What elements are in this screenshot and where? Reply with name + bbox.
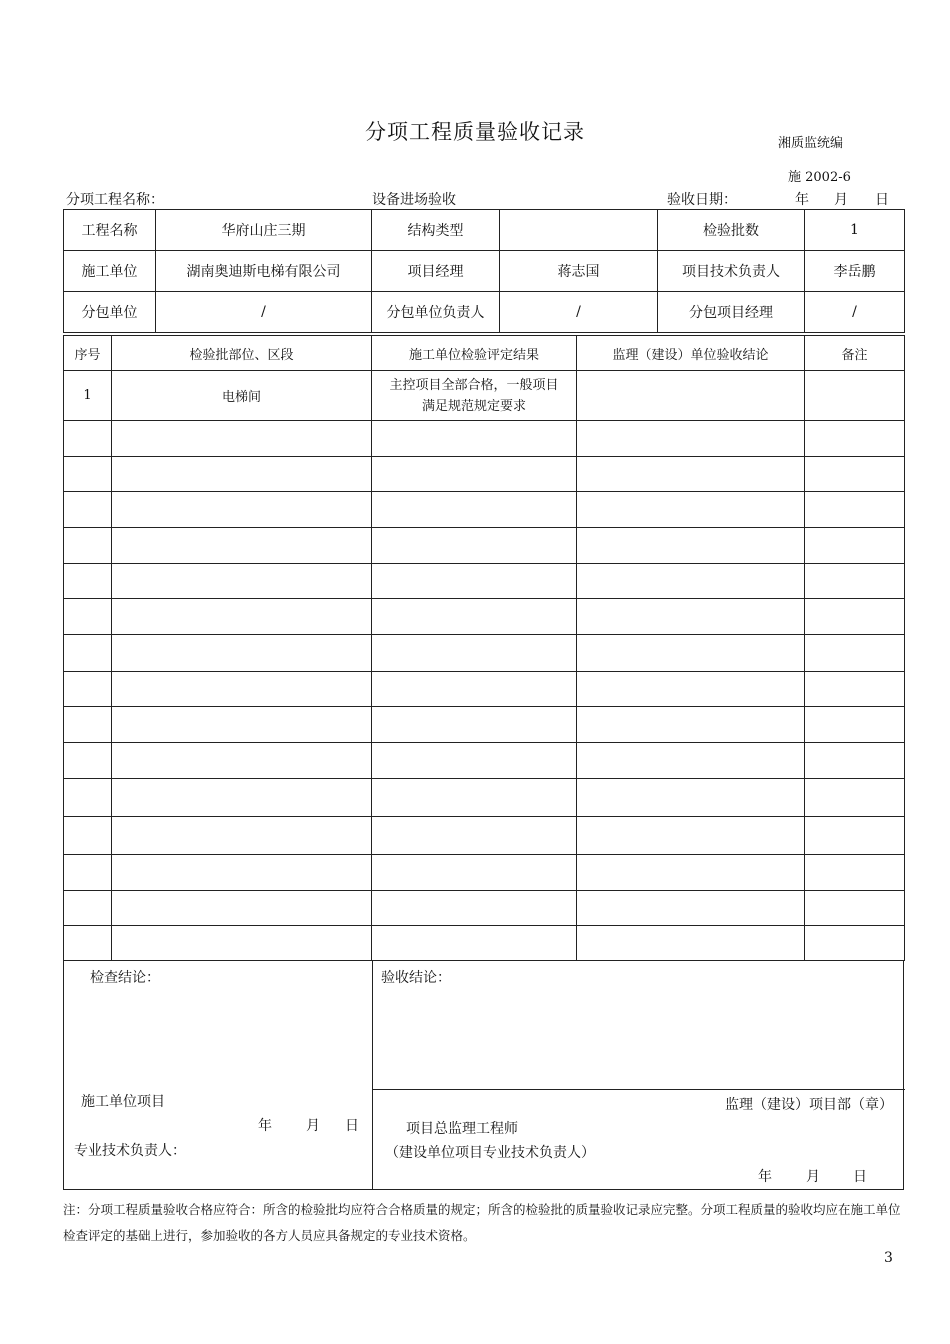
table-row: [64, 891, 905, 926]
footnote: 注：分项工程质量验收合格应符合：所含的检验批均应符合合格质量的规定；所含的检验批的质量验收记录应完整。分项工程质量的验收均应在施工单位检查评定的基础上进行，参加验收的各方人员应具备规定的专业技术资格。: [63, 1202, 901, 1243]
row-remark: [805, 457, 905, 492]
row-remark: [805, 855, 905, 891]
row-location: [112, 743, 372, 779]
tech-lead-value: 李岳鹏: [805, 251, 905, 292]
row-result: [372, 528, 577, 564]
row-no: [64, 564, 112, 599]
row-location: [112, 926, 372, 961]
table-row: [64, 743, 905, 779]
table-row: [64, 528, 905, 564]
row-remark: [805, 528, 905, 564]
subcontractor-lead-value: /: [500, 292, 658, 333]
tech-lead-label: 项目技术负责人: [658, 251, 805, 292]
row-conclusion: [577, 371, 805, 421]
batch-count-label: 检验批数: [658, 210, 805, 251]
date-year-label: 年: [795, 192, 809, 208]
row-remark: [805, 817, 905, 855]
supervisor-date-year: 年: [758, 1169, 772, 1185]
row-location: [112, 421, 372, 457]
row-no: [64, 599, 112, 635]
row-result: [372, 855, 577, 891]
row-result: [372, 707, 577, 743]
row-result: [372, 371, 577, 421]
construction-date-year: 年: [258, 1118, 272, 1134]
row-remark: [805, 891, 905, 926]
table-row: [64, 779, 905, 817]
row-conclusion: [577, 492, 805, 528]
row-remark: [805, 743, 905, 779]
project-name-value: 华府山庄三期: [156, 210, 372, 251]
row-remark: [805, 599, 905, 635]
row-remark: [805, 564, 905, 599]
table-row: [64, 599, 905, 635]
row-result: [372, 926, 577, 961]
batch-count-value: 1: [805, 210, 905, 251]
row-no: [64, 779, 112, 817]
row-location: [112, 564, 372, 599]
table-row: [64, 421, 905, 457]
row-conclusion: [577, 855, 805, 891]
info-row: [64, 210, 905, 251]
table-row: [64, 635, 905, 672]
construction-unit-value: 湖南奥迪斯电梯有限公司: [156, 251, 372, 292]
table-row: [64, 457, 905, 492]
row-result: [372, 492, 577, 528]
row-conclusion: [577, 635, 805, 672]
subcontractor-lead-label: 分包单位负责人: [372, 292, 500, 333]
row-no: [64, 421, 112, 457]
row-result: [372, 421, 577, 457]
supervisor-engineer-label: 项目总监理工程师: [406, 1121, 518, 1137]
table-row: [64, 707, 905, 743]
row-result: [372, 817, 577, 855]
row-result: [372, 672, 577, 707]
row-conclusion: [577, 707, 805, 743]
divider: [372, 1089, 905, 1090]
col-header-result: 施工单位检验评定结果: [372, 336, 577, 371]
row-conclusion: [577, 528, 805, 564]
row-remark: [805, 421, 905, 457]
row-location: [112, 855, 372, 891]
row-location: [112, 707, 372, 743]
table-row: [64, 564, 905, 599]
row-conclusion: [577, 891, 805, 926]
check-conclusion-label: 检查结论：: [90, 970, 160, 986]
row-remark: [805, 371, 905, 421]
divider: [372, 960, 373, 1189]
construction-sign-line2: 专业技术负责人：: [74, 1143, 186, 1159]
construction-date-month: 月: [306, 1118, 320, 1134]
row-conclusion: [577, 672, 805, 707]
row-location: [112, 672, 372, 707]
item-name-value: 设备进场验收: [372, 192, 456, 208]
row-no: [64, 855, 112, 891]
structure-type-value: [500, 210, 658, 251]
row-no: [64, 817, 112, 855]
supervisor-engineer-alt-label: （建设单位项目专业技术负责人）: [385, 1145, 595, 1161]
date-month-label: 月: [834, 192, 848, 208]
row-remark: [805, 635, 905, 672]
row-location: [112, 779, 372, 817]
row-result: [372, 457, 577, 492]
table-row: [64, 926, 905, 961]
row-result: [372, 599, 577, 635]
row-no: [64, 528, 112, 564]
subcontract-pm-value: /: [805, 292, 905, 333]
table-row: [64, 817, 905, 855]
row-result-line1: 主控项目全部合格，一般项目: [389, 377, 559, 393]
info-row: [64, 251, 905, 292]
row-remark: [805, 492, 905, 528]
row-no: [64, 707, 112, 743]
page-title: 分项工程质量验收记录: [365, 120, 585, 144]
project-name-label: 工程名称: [64, 210, 156, 251]
subcontract-pm-label: 分包项目经理: [658, 292, 805, 333]
supervisor-dept-label: 监理（建设）项目部（章）: [725, 1097, 893, 1113]
row-conclusion: [577, 457, 805, 492]
row-no: [64, 457, 112, 492]
project-manager-value: 蒋志国: [500, 251, 658, 292]
row-result: [372, 635, 577, 672]
row-conclusion: [577, 926, 805, 961]
subcontractor-value: /: [156, 292, 372, 333]
row-result: [372, 743, 577, 779]
form-code-line2: 施 2002-6: [788, 170, 851, 185]
row-no: [64, 492, 112, 528]
table-header-row: [64, 336, 905, 371]
table-row: [64, 371, 905, 421]
inspection-batch-table: [63, 335, 905, 961]
construction-sign-line1: 施工单位项目: [81, 1094, 165, 1110]
col-header-no: 序号: [64, 336, 112, 371]
row-location: [112, 635, 372, 672]
col-header-remark: 备注: [805, 336, 905, 371]
row-conclusion: [577, 564, 805, 599]
row-location: 电梯间: [112, 371, 372, 421]
item-name-label: 分项工程名称：: [66, 192, 164, 208]
row-location: [112, 817, 372, 855]
row-location: [112, 599, 372, 635]
row-no: [64, 926, 112, 961]
row-result-line2: 满足规范规定要求: [421, 398, 526, 414]
row-result: [372, 779, 577, 817]
row-result: [372, 564, 577, 599]
row-location: [112, 457, 372, 492]
row-conclusion: [577, 743, 805, 779]
construction-unit-label: 施工单位: [64, 251, 156, 292]
supervisor-date-month: 月: [806, 1169, 820, 1185]
row-no: [64, 672, 112, 707]
row-location: [112, 528, 372, 564]
col-header-conclusion: 监理（建设）单位验收结论: [577, 336, 805, 371]
row-conclusion: [577, 421, 805, 457]
row-no: [64, 635, 112, 672]
table-row: [64, 672, 905, 707]
row-remark: [805, 779, 905, 817]
form-code-line1: 湘质监统编: [778, 136, 844, 151]
col-header-location: 检验批部位、区段: [112, 336, 372, 371]
date-day-label: 日: [875, 192, 889, 208]
row-conclusion: [577, 599, 805, 635]
table-row: [64, 855, 905, 891]
info-row: [64, 292, 905, 333]
row-location: [112, 891, 372, 926]
accept-conclusion-label: 验收结论：: [381, 970, 451, 986]
structure-type-label: 结构类型: [372, 210, 500, 251]
conclusion-section: [63, 960, 904, 1190]
date-label: 验收日期：: [667, 192, 737, 208]
table-row: [64, 492, 905, 528]
row-no: [64, 891, 112, 926]
page-number: 3: [884, 1250, 893, 1266]
row-no: [64, 743, 112, 779]
row-conclusion: [577, 779, 805, 817]
construction-date-day: 日: [345, 1118, 359, 1134]
supervisor-date-day: 日: [853, 1169, 867, 1185]
project-info-table: [63, 209, 905, 333]
subcontractor-label: 分包单位: [64, 292, 156, 333]
row-no: 1: [64, 371, 112, 421]
row-conclusion: [577, 817, 805, 855]
row-remark: [805, 926, 905, 961]
project-manager-label: 项目经理: [372, 251, 500, 292]
row-result: [372, 891, 577, 926]
row-remark: [805, 672, 905, 707]
row-remark: [805, 707, 905, 743]
row-location: [112, 492, 372, 528]
